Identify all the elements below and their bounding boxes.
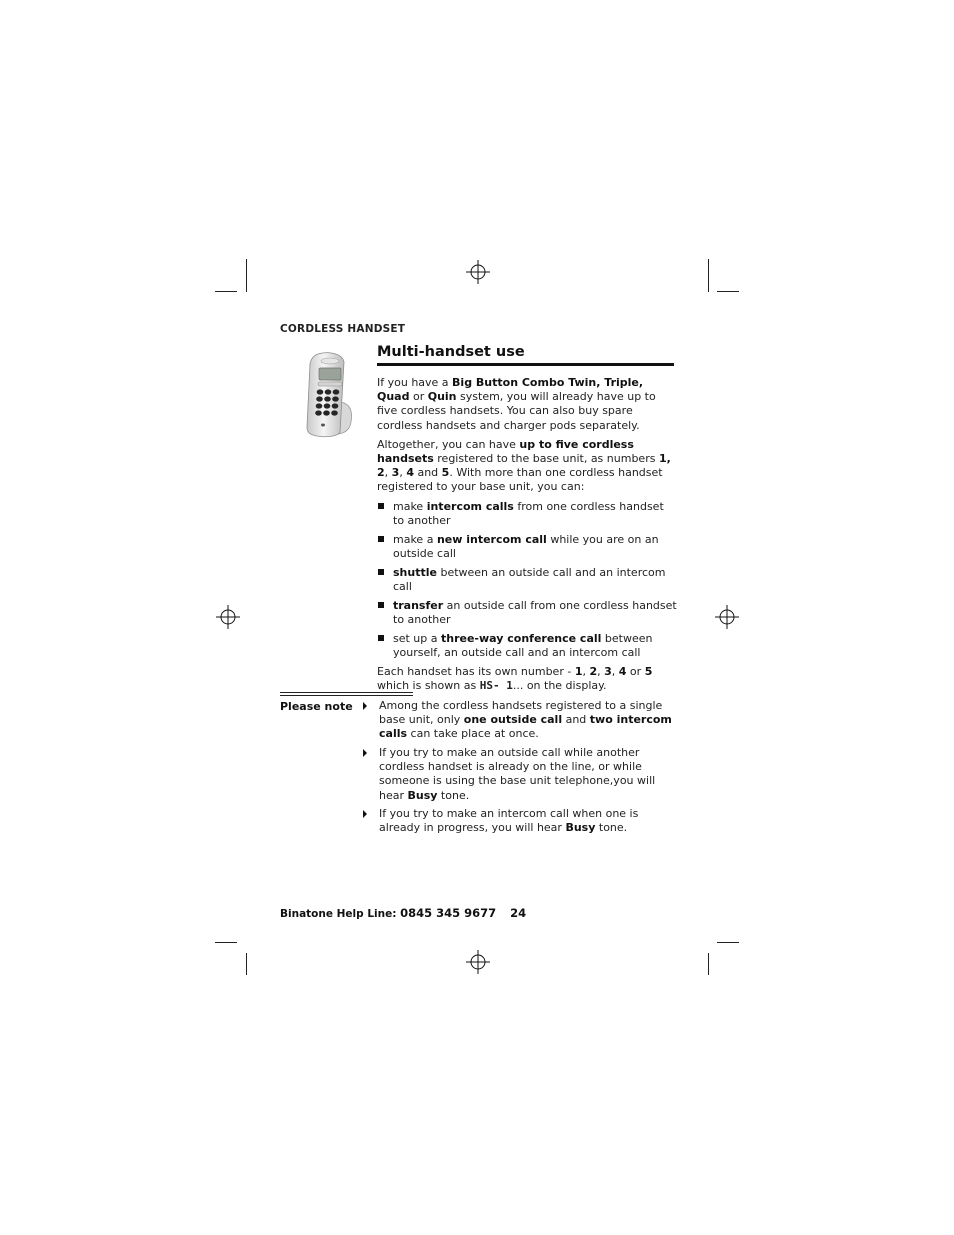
crop-mark (215, 942, 237, 943)
footer (280, 906, 526, 920)
footer-label: Binatone Help Line: (280, 908, 401, 920)
crop-mark (717, 291, 739, 292)
crop-mark (246, 259, 247, 292)
body-text (377, 376, 677, 698)
crop-mark (717, 942, 739, 943)
notes-list (362, 699, 674, 840)
list-item: make a new intercom call while you are on an outside call (377, 533, 677, 561)
list-item: set up a three-way conference call between yourself, an outside call and an intercom call (377, 632, 677, 660)
lcd-display-text: HS- 1 (479, 678, 513, 692)
cordless-phone-icon (302, 350, 356, 440)
help-line-number: 0845 345 9677 (400, 906, 497, 920)
registration-mark-icon (715, 605, 739, 629)
paragraph: Altogether, you can have up to five cordless handsets registered to the base unit, as numbers 1, 2, 3, 4 and 5. With more than one cordless handset registered to your base unit, you can: (377, 437, 671, 494)
arrow-bullet-icon (363, 810, 367, 818)
square-bullet-icon (378, 602, 384, 608)
crop-mark (708, 953, 709, 975)
divider (280, 695, 413, 696)
page-number: 24 (510, 906, 527, 920)
list-item: If you try to make an intercom call when one is already in progress, you will hear Busy tone. (362, 807, 674, 835)
paragraph: Each handset has its own number - 1, 2, 3, 4 or 5 which is shown as HS- 1... on the display. (377, 664, 653, 692)
title-underline (377, 363, 674, 366)
section-label: CORDLESS HANDSET (280, 323, 406, 335)
registration-mark-icon (466, 950, 490, 974)
crop-mark (215, 291, 237, 292)
arrow-bullet-icon (363, 749, 367, 757)
arrow-bullet-icon (363, 702, 367, 710)
list-item: Among the cordless handsets registered to a single base unit, only one outside call and two intercom calls can take place at once. (362, 699, 674, 742)
crop-mark (246, 953, 247, 975)
registration-mark-icon (216, 605, 240, 629)
list-item: If you try to make an outside call while another cordless handset is already on the line, or while someone is using the base unit telephone,you will hear Busy tone. (362, 746, 674, 803)
square-bullet-icon (378, 536, 384, 542)
paragraph: If you have a Big Button Combo Twin, Triple, Quad or Quin system, you will already have up to five cordless handsets. You can also buy spare cordless handsets and charger pods separately. (377, 376, 656, 432)
list-item: transfer an outside call from one cordless handset to another (377, 599, 677, 627)
note-label: Please note (280, 700, 353, 713)
square-bullet-icon (378, 569, 384, 575)
square-bullet-icon (378, 503, 384, 509)
list-item: make intercom calls from one cordless handset to another (377, 500, 677, 528)
list-item: shuttle between an outside call and an intercom call (377, 566, 677, 594)
registration-mark-icon (466, 260, 490, 284)
divider (280, 692, 413, 693)
section-title: Multi-handset use (377, 344, 525, 360)
crop-mark (708, 259, 709, 292)
square-bullet-icon (378, 635, 384, 641)
